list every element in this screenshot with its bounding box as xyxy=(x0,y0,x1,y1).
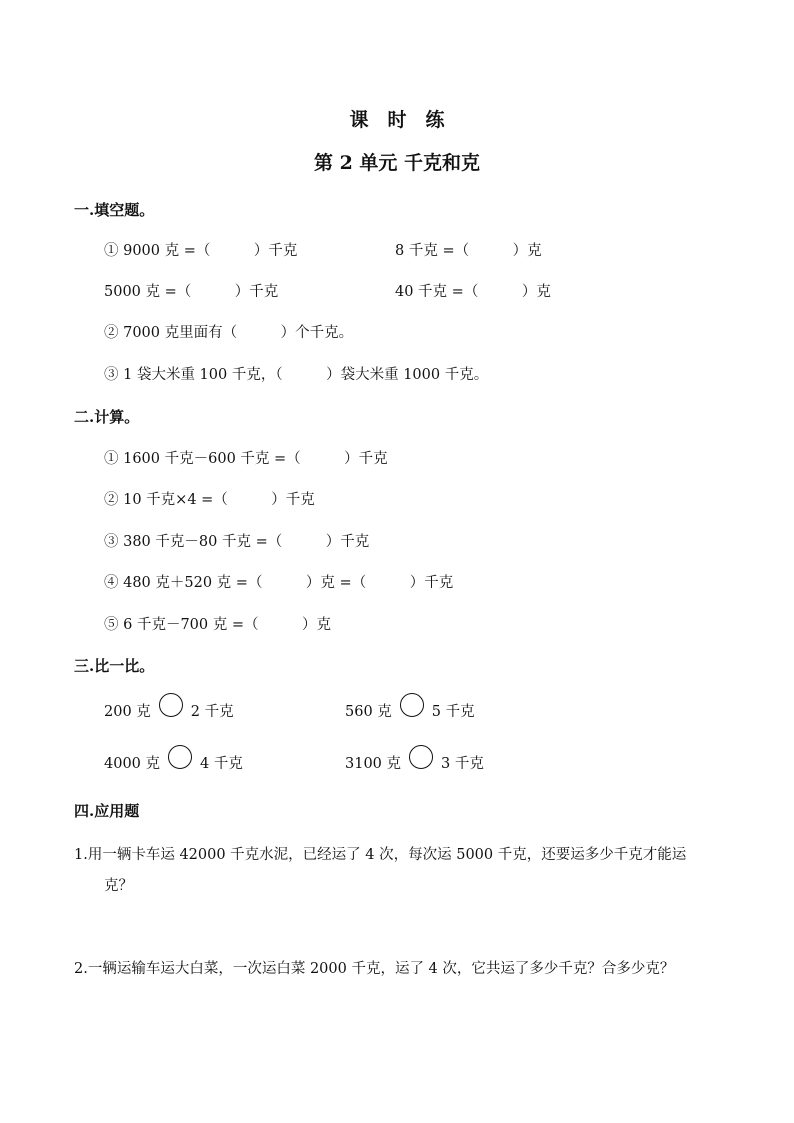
calculation-line: ⑤ 6 千克－700 克 =（ ）克 xyxy=(104,617,331,633)
question-line: ① 9000 克 =（ ）千克 xyxy=(104,243,298,259)
question-line: 8 千克 =（ ）克 xyxy=(395,243,542,259)
section-compare-heading: 三.比一比。 xyxy=(74,657,155,675)
calculation-line: ② 10 千克×4 =（ ）千克 xyxy=(104,492,315,508)
compare-left: 3100 克 xyxy=(345,756,402,772)
compare-left: 560 克 xyxy=(345,704,392,720)
calculation-line: ③ 380 千克－80 千克 =（ ）千克 xyxy=(104,534,370,550)
compare-circle[interactable] xyxy=(168,745,192,769)
question-line: 40 千克 =（ ）克 xyxy=(395,284,551,300)
compare-right: 3 千克 xyxy=(441,756,484,772)
section-calculation-heading: 二.计算。 xyxy=(74,408,140,426)
compare-left: 4000 克 xyxy=(104,756,161,772)
word-problem-1: 1.用一辆卡车运 42000 千克水泥，已经运了 4 次，每次运 5000 千克，还要运多少千克才能运 xyxy=(74,847,687,863)
compare-item xyxy=(104,693,234,721)
compare-right: 5 千克 xyxy=(431,704,475,720)
compare-left: 200 克 xyxy=(104,704,151,720)
compare-circle[interactable] xyxy=(409,745,433,769)
compare-item xyxy=(345,745,484,773)
compare-item xyxy=(345,693,475,721)
page-title: 课 时 练 xyxy=(349,109,445,131)
word-problem-2: 2.一辆运输车运大白菜，一次运白菜 2000 千克，运了 4 次，它共运了多少千克？合多少克？ xyxy=(74,961,675,977)
question-line: ③ 1 袋大米重 100 千克，（ ）袋大米重 1000 千克。 xyxy=(104,367,489,383)
question-line: ② 7000 克里面有（ ）个千克。 xyxy=(104,325,354,341)
compare-right: 2 千克 xyxy=(190,704,234,720)
unit-subtitle: 第 2 单元 千克和克 xyxy=(313,152,481,174)
compare-right: 4 千克 xyxy=(200,756,243,772)
section-fill-in-heading: 一.填空题。 xyxy=(74,201,155,219)
section-application-heading: 四.应用题 xyxy=(74,802,140,820)
word-problem-1-continued: 克？ xyxy=(104,878,133,894)
question-line: 5000 克 =（ ）千克 xyxy=(104,284,279,300)
calculation-line: ① 1600 千克－600 千克 =（ ）千克 xyxy=(104,451,388,467)
compare-circle[interactable] xyxy=(159,693,183,717)
calculation-line: ④ 480 克＋520 克 =（ ）克 =（ ）千克 xyxy=(104,575,454,591)
compare-circle[interactable] xyxy=(400,693,424,717)
compare-item xyxy=(104,745,243,773)
